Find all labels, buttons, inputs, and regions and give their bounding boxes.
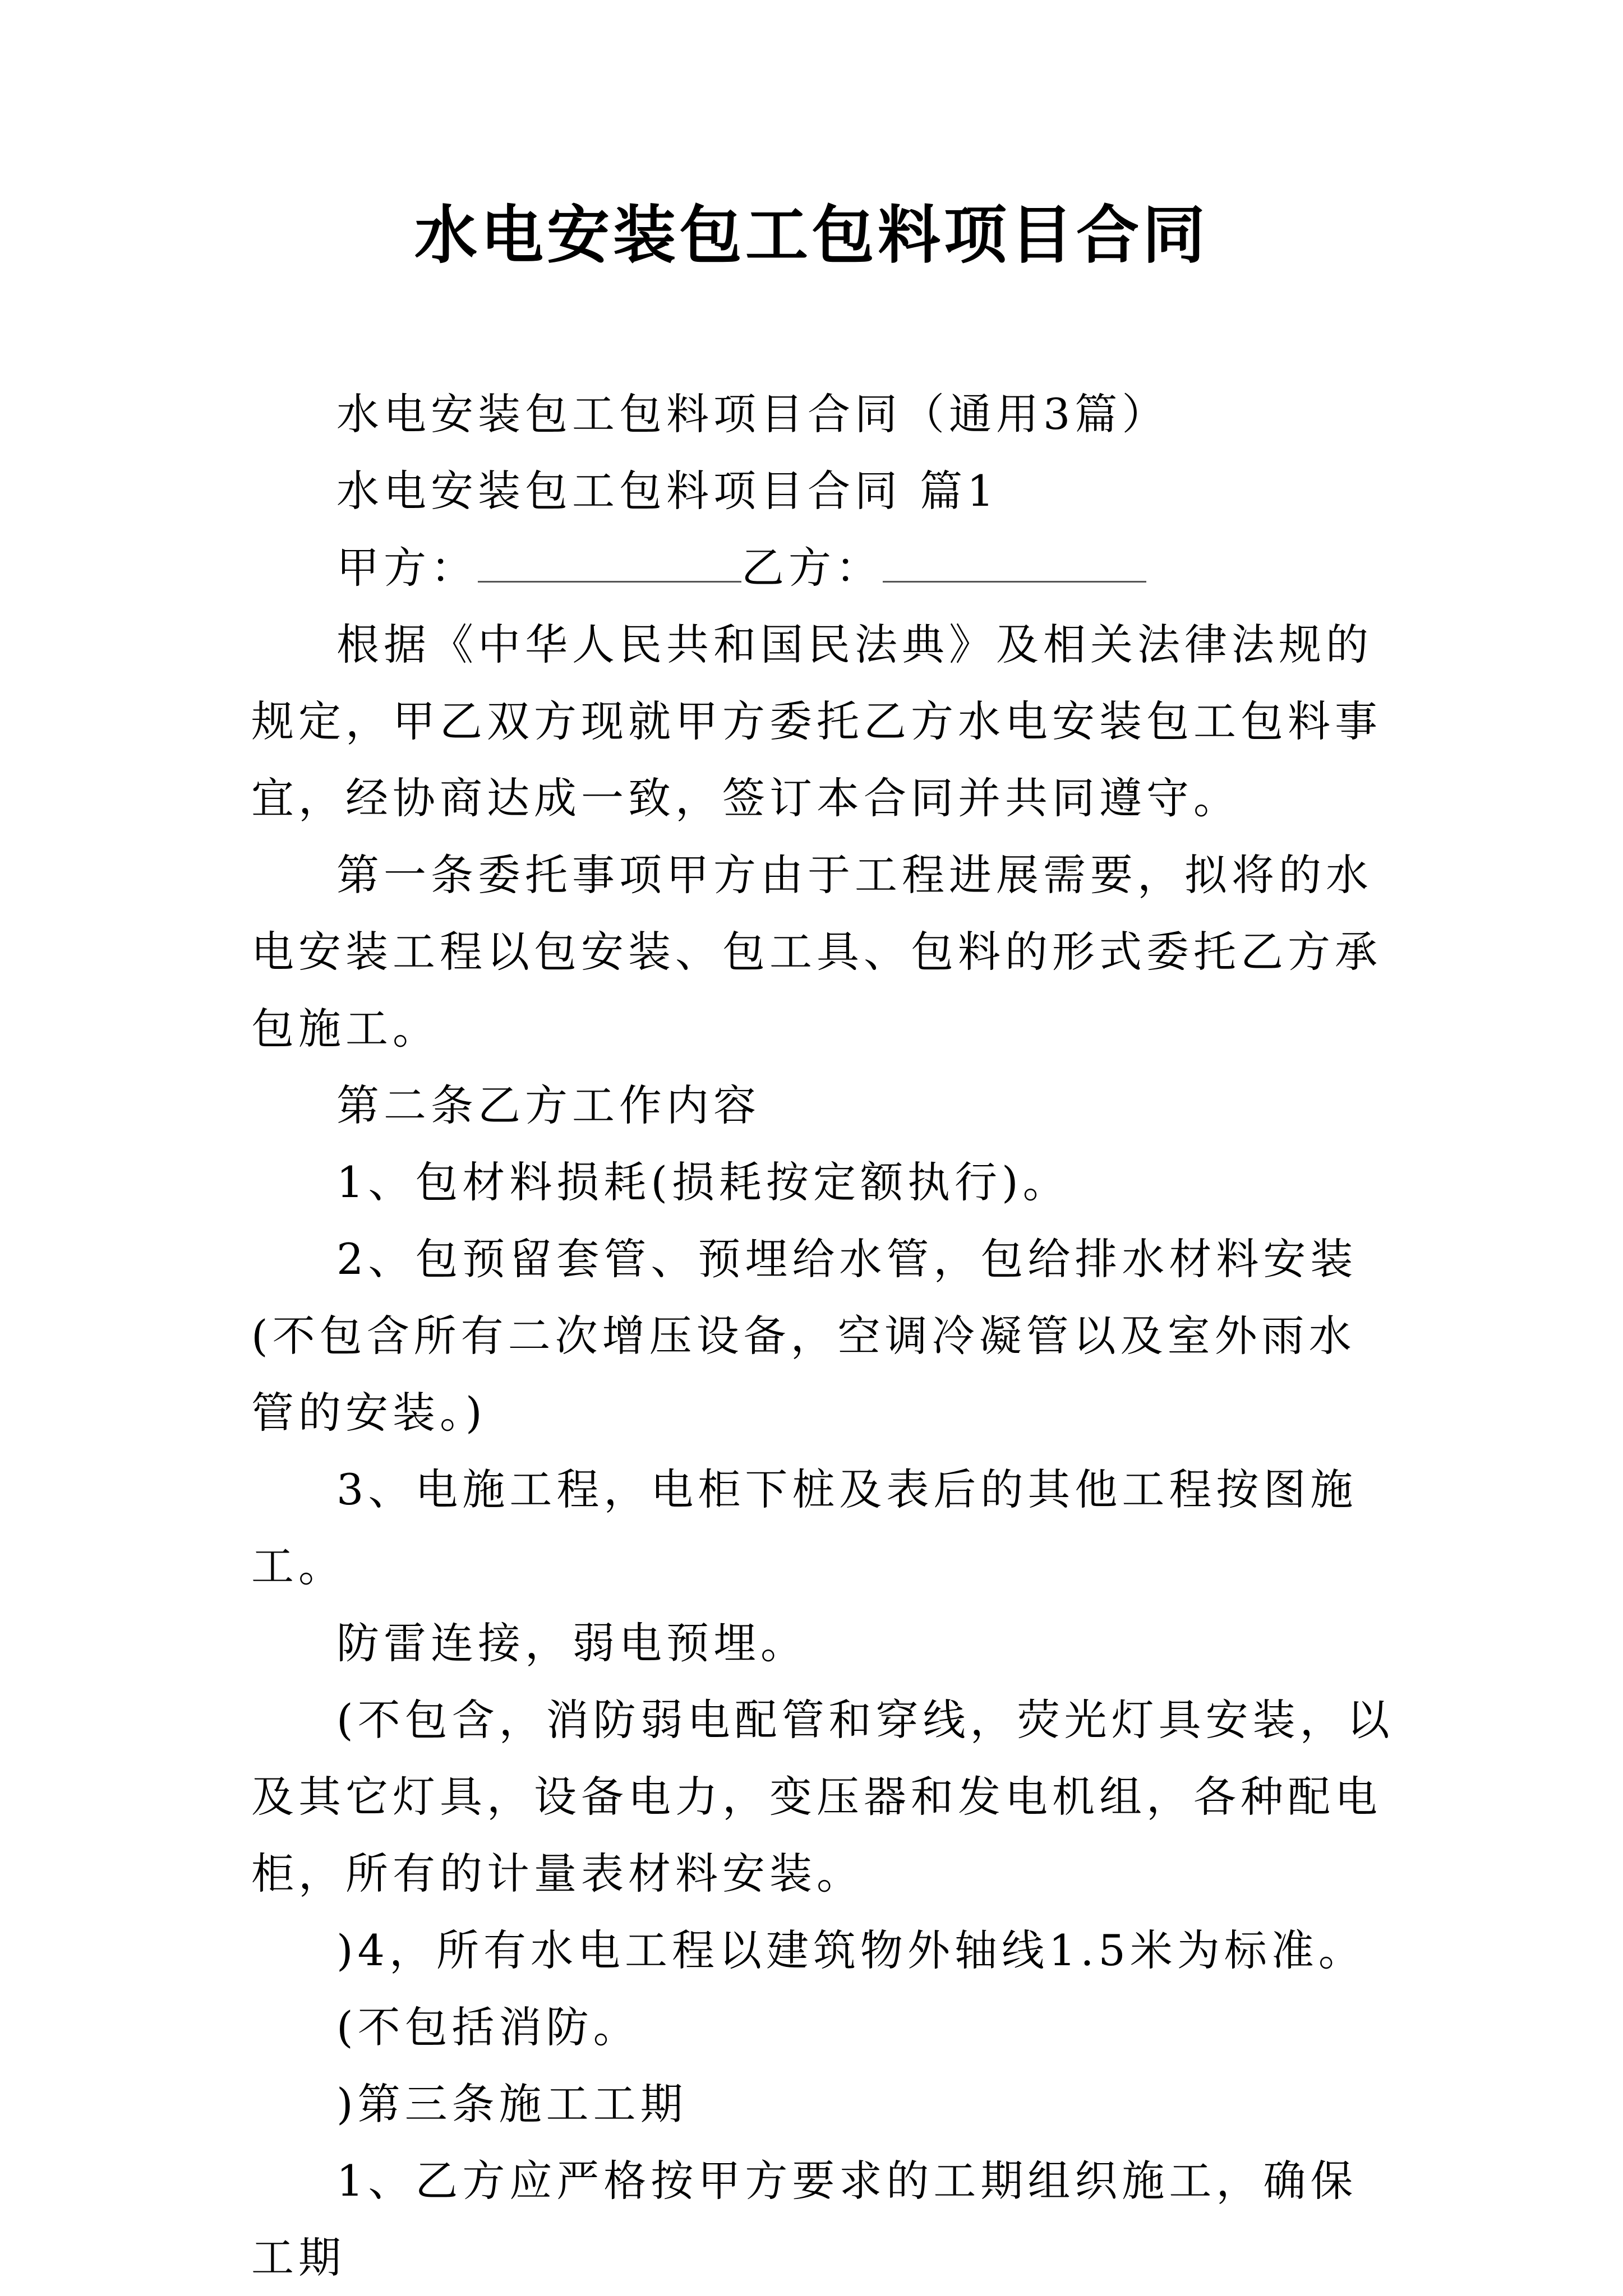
document-body	[251, 376, 1401, 2296]
paragraph: )4，所有水电工程以建筑物外轴线1.5米为标准。	[336, 1925, 1366, 1975]
party-b-blank	[883, 540, 1146, 583]
paragraph: 第一条委托事项甲方由于工程进展需要，拟将的水电安装工程以包安装、包工具、包料的形式委托乙方承包施工。	[251, 850, 1382, 1054]
section-heading: 水电安装包工包料项目合同 篇1	[336, 466, 999, 516]
paragraph: )第三条施工工期	[336, 2079, 688, 2129]
party-a-blank	[478, 540, 741, 583]
paragraph: 第二条乙方工作内容	[336, 1080, 760, 1130]
document-title: 水电安装包工包料项目合同	[414, 198, 1209, 272]
party-b-label: 乙方：	[741, 543, 883, 593]
paragraph: 根据《中华人民共和国民法典》及相关法律法规的规定，甲乙双方现就甲方委托乙方水电安装包工包料事宜，经协商达成一致，签订本合同并共同遵守。	[251, 620, 1382, 823]
party-a-label: 甲方：	[336, 543, 478, 593]
paragraph: 2、包预留套管、预埋给水管，包给排水材料安装(不包含所有二次增压设备，空调冷凝管以及室外雨水管的安装。)	[251, 1234, 1358, 1438]
paragraph: 1、乙方应严格按甲方要求的工期组织施工，确保工期	[251, 2156, 1358, 2283]
paragraph: 1、包材料损耗(损耗按定额执行)。	[336, 1157, 1070, 1207]
paragraph: 防雷连接，弱电预埋。	[336, 1618, 808, 1668]
party-line	[251, 529, 1401, 606]
paragraph: (不包括消防。	[336, 2002, 640, 2052]
document-subtitle: 水电安装包工包料项目合同（通用3篇）	[336, 389, 1169, 439]
paragraph: (不包含，消防弱电配管和穿线，荧光灯具安装，以及其它灯具，设备电力，变压器和发电机组，各种配电柜，所有的计量表材料安装。	[251, 1695, 1394, 1898]
paragraph: 3、电施工程，电柜下桩及表后的其他工程按图施工。	[251, 1465, 1358, 1591]
